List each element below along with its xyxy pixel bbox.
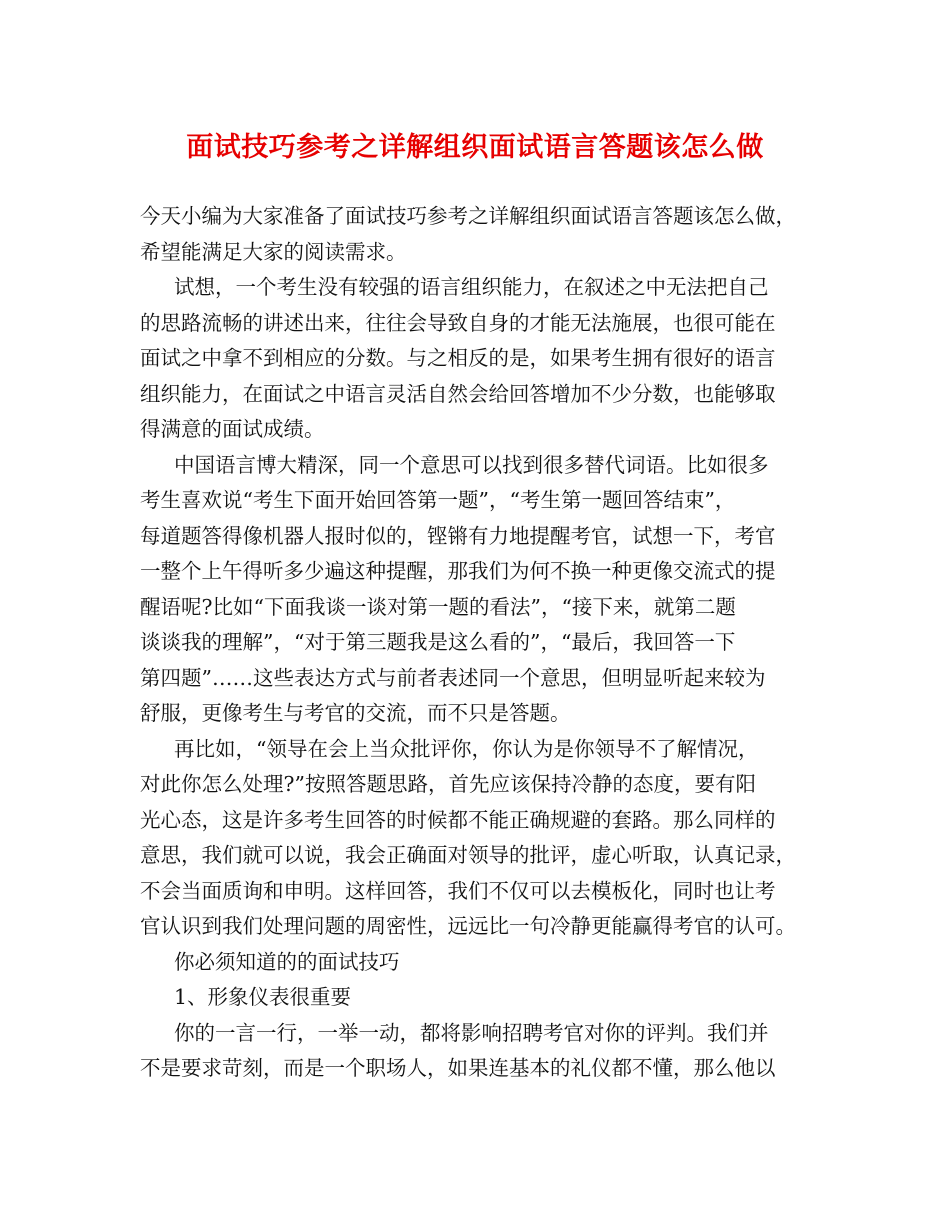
text-line: 每道题答得像机器人报时似的，铿锵有力地提醒考官，试想一下，考官 <box>140 523 776 548</box>
text-line: 醒语呢?比如“下面我谈一谈对第一题的看法”，“接下来，就第二题 <box>140 594 736 619</box>
paragraph-language-ability <box>140 270 828 448</box>
text-line: 考生喜欢说“考生下面开始回答第一题”，“考生第一题回答结束”， <box>140 488 736 512</box>
section-heading <box>140 945 828 981</box>
text-line: 得满意的面试成绩。 <box>140 417 325 441</box>
paragraph-example <box>140 732 828 945</box>
document-title: 面试技巧参考之详解组织面试语言答题该怎么做 <box>186 132 764 163</box>
text-line: 意思，我们就可以说，我会正确面对领导的批评，虚心听取，认真记录， <box>140 843 796 867</box>
text-line: 谈谈我的理解”，“对于第三题我是这么看的”，“最后，我回答一下 <box>140 630 736 654</box>
text-line: 一整个上午得听多少遍这种提醒，那我们为何不换一种更像交流式的提 <box>140 559 776 583</box>
text-line: 试想，一个考生没有较强的语言组织能力，在叙述之中无法把自己 <box>174 275 769 299</box>
text-line: 中国语言博大精深，同一个意思可以找到很多替代词语。比如很多 <box>174 452 769 477</box>
text-line: 1、形象仪表很重要 <box>174 985 352 1009</box>
text-line: 你的一言一行，一举一动，都将影响招聘考官对你的评判。我们并 <box>174 1020 769 1045</box>
paragraph-appearance <box>140 1016 828 1087</box>
text-line: 不是要求苛刻，而是一个职场人，如果连基本的礼仪都不懂，那么他以 <box>140 1056 776 1080</box>
paragraph-synonyms <box>140 448 828 732</box>
text-line: 再比如，“领导在会上当众批评你，你认为是你领导不了解情况， <box>174 736 759 761</box>
text-line: 你必须知道的的面试技巧 <box>174 949 400 974</box>
text-line: 组织能力，在面试之中语言灵活自然会给回答增加不少分数，也能够取 <box>140 381 776 406</box>
text-line: 希望能满足大家的阅读需求。 <box>140 239 407 264</box>
text-line: 舒服，更像考生与考官的交流，而不只是答题。 <box>140 701 571 725</box>
document-body <box>140 199 828 1087</box>
subsection-heading <box>140 980 828 1016</box>
text-line: 不会当面质询和申明。这样回答，我们不仅可以去模板化，同时也让考 <box>140 878 776 903</box>
text-line: 的思路流畅的讲述出来，往往会导致自身的才能无法施展，也很可能在 <box>140 310 776 335</box>
text-line: 今天小编为大家准备了面试技巧参考之详解组织面试语言答题该怎么做， <box>140 204 796 228</box>
text-line: 光心态，这是许多考生回答的时候都不能正确规避的套路。那么同样的 <box>140 807 776 832</box>
paragraph-intro <box>140 199 828 270</box>
text-line: 对此你怎么处理?”按照答题思路，首先应该保持冷静的态度，要有阳 <box>140 772 756 796</box>
text-line: 第四题”……这些表达方式与前者表述同一个意思，但明显听起来较为 <box>140 665 766 690</box>
text-line: 官认识到我们处理问题的周密性，远远比一句冷静更能赢得考官的认可。 <box>140 914 796 938</box>
text-line: 面试之中拿不到相应的分数。与之相反的是，如果考生拥有很好的语言 <box>140 346 776 370</box>
